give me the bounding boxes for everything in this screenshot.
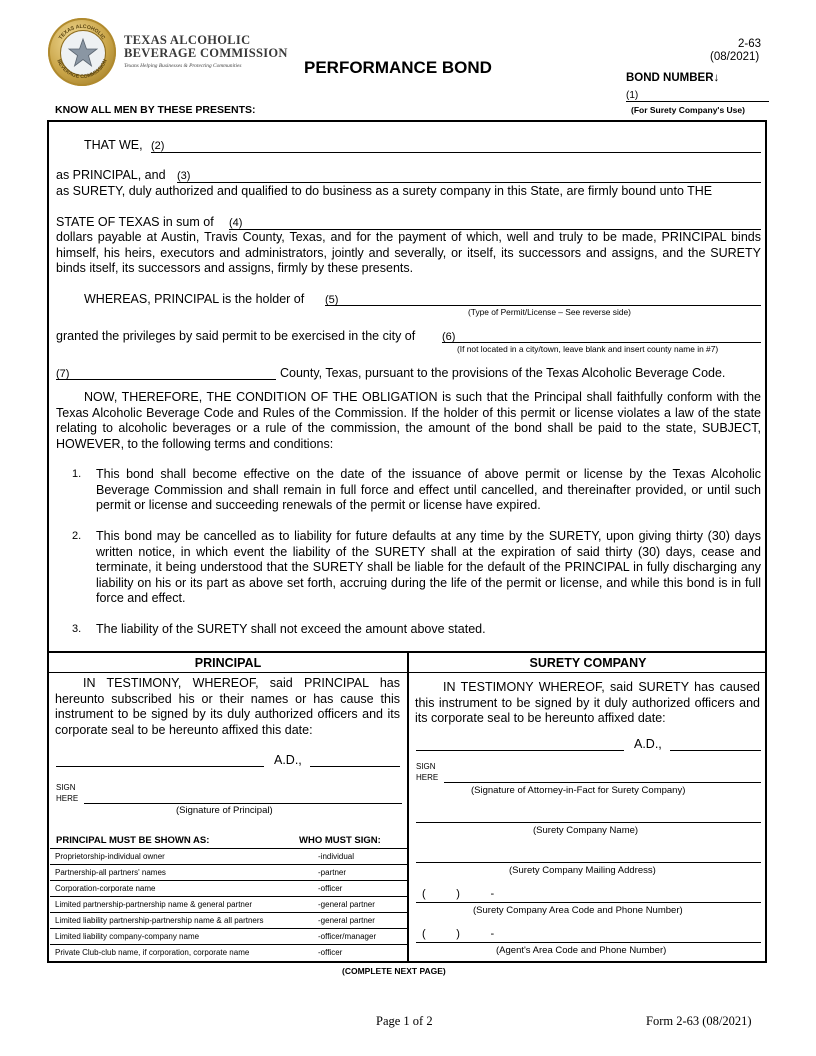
svg-text:BEVERAGE COMMISSION: BEVERAGE COMMISSION	[55, 58, 109, 81]
surety-address-caption: (Surety Company Mailing Address)	[509, 865, 656, 876]
surety-phone-caption: (Surety Company Area Code and Phone Number)	[473, 905, 683, 916]
form-date: (08/2021)	[710, 51, 760, 63]
agent-phone-input[interactable]	[416, 942, 761, 943]
principal-ad-label: A.D.,	[274, 753, 302, 767]
field-3-label: (3)	[177, 170, 191, 182]
principal-shown-heading: PRINCIPAL MUST BE SHOWN AS:	[56, 835, 210, 846]
surety-use-note: (For Surety Company's Use)	[631, 105, 745, 115]
county-input[interactable]	[56, 379, 276, 380]
attorney-signature-input[interactable]	[444, 782, 761, 783]
svg-text:TEXAS ALCOHOLIC: TEXAS ALCOHOLIC	[57, 23, 107, 41]
term-text: The liability of the SURETY shall not exceed the amount above stated.	[96, 622, 486, 636]
table-row: Proprietorship-individual owner -individual	[50, 848, 407, 864]
surety-ad-label: A.D.,	[634, 737, 662, 751]
surety-company-name-input[interactable]	[416, 822, 761, 823]
complete-next-page-note: (COMPLETE NEXT PAGE)	[342, 966, 446, 976]
table-row: Limited partnership-partnership name & general partner -general partner	[50, 896, 407, 912]
county-text: County, Texas, pursuant to the provisions of the Texas Alcoholic Beverage Code.	[280, 366, 726, 380]
principal-here-label: HERE	[56, 794, 79, 803]
permit-type-input[interactable]	[325, 305, 761, 306]
agency-tagline: Texans Helping Businesses & Protecting Communities	[124, 63, 242, 69]
surety-date-input[interactable]	[416, 750, 624, 751]
header-divider	[47, 672, 767, 673]
as-principal-label: as PRINCIPAL, and	[56, 168, 166, 182]
principal-signature-caption: (Signature of Principal)	[176, 805, 273, 816]
term-number: 3.	[72, 623, 82, 635]
field-5-label: (5)	[325, 294, 339, 306]
attorney-signature-caption: (Signature of Attorney-in-Fact for Surety Company)	[471, 785, 686, 796]
agent-phone-caption: (Agent's Area Code and Phone Number)	[496, 945, 667, 956]
table-row: Private Club-club name, if corporation, corporate name -officer	[50, 944, 407, 962]
surety-phone-input[interactable]	[416, 902, 761, 903]
know-all-heading: KNOW ALL MEN BY THESE PRESENTS:	[55, 104, 256, 116]
page-number: Page 1 of 2	[376, 1014, 433, 1028]
surety-company-name-caption: (Surety Company Name)	[533, 825, 639, 836]
surety-here-label: HERE	[416, 773, 439, 782]
surety-address-input[interactable]	[416, 862, 761, 863]
agent-phone-stub: ( ) -	[422, 928, 495, 940]
form-footer-id: Form 2-63 (08/2021)	[646, 1014, 752, 1028]
who-must-sign-heading: WHO MUST SIGN:	[299, 835, 381, 846]
principal-signature-input[interactable]	[84, 803, 402, 804]
bond-number-label: BOND NUMBER↓	[626, 72, 720, 84]
term-number: 2.	[72, 530, 82, 542]
table-row: Corporation-corporate name -officer	[50, 880, 407, 896]
seal-ring-text	[48, 18, 116, 86]
principal-sign-label: SIGN	[56, 783, 76, 792]
agency-seal-logo	[48, 18, 116, 86]
state-of-texas-label: STATE OF TEXAS in sum of	[56, 215, 214, 229]
principal-header: PRINCIPAL	[194, 656, 262, 670]
surety-testimony: IN TESTIMONY WHEREOF, said SURETY has caused this instrument to be signed by it duly authorized officers and its corporate seal to be hereunto affixed date:	[415, 680, 760, 725]
surety-phone-stub: ( ) -	[422, 888, 495, 900]
surety-name-input[interactable]	[177, 182, 761, 183]
principal-testimony: IN TESTIMONY, WHEREOF, said PRINCIPAL has hereunto subscribed his or their names or has cause this instrument to be signed by its duly authorized officers and its corporate seal to be hereunto affixed this date:	[55, 676, 400, 737]
field-2-label: (2)	[151, 140, 165, 152]
form-number: 2-63	[738, 38, 762, 50]
bond-number-input-line[interactable]	[626, 101, 769, 102]
dollars-paragraph: dollars payable at Austin, Travis County, Texas, and for the payment of which, well and truly to be made, PRINCIPAL binds himself, his heirs, executors and administrators, jointly and severally, or itself, its successors and assigns, and the SURETY binds itself, its successors and assigns, firmly by these presents.	[56, 230, 761, 275]
surety-sign-label: SIGN	[416, 762, 436, 771]
term-number: 1.	[72, 468, 82, 480]
condition-paragraph: NOW, THEREFORE, THE CONDITION OF THE OBLIGATION is such that the Principal shall faithfully conform with the Texas Alcoholic Beverage Code and Rules of the Commission. If the holder of this permit or license violates a law of the state relating to alcoholic beverages or a rule of the commission, the amount of the bond shall be paid to the state, SUBJECT, HOWEVER, to the following terms and conditions:	[56, 390, 761, 451]
principal-year-input[interactable]	[310, 766, 400, 767]
table-row: Partnership-all partners' names -partner	[50, 864, 407, 880]
column-divider	[407, 651, 409, 963]
whereas-label: WHEREAS, PRINCIPAL is the holder of	[84, 292, 305, 306]
city-input[interactable]	[442, 342, 761, 343]
table-row: Limited liability partnership-partnership name & all partners -general partner	[50, 912, 407, 928]
surety-year-input[interactable]	[670, 750, 761, 751]
field-6-note: (If not located in a city/town, leave blank and insert county name in #7)	[457, 344, 719, 354]
field-5-note: (Type of Permit/License – See reverse side)	[468, 307, 631, 317]
as-surety-text: as SURETY, duly authorized and qualified to do business as a surety company in this State, are firmly bound unto THE	[56, 184, 713, 198]
field-4-label: (4)	[229, 217, 243, 229]
granted-label: granted the privileges by said permit to be exercised in the city of	[56, 329, 416, 343]
surety-header: SURETY COMPANY	[529, 656, 647, 670]
bond-number-field-label: (1)	[626, 90, 639, 101]
that-we-label: THAT WE,	[84, 138, 143, 152]
principal-name-input[interactable]	[151, 152, 761, 153]
agency-name: TEXAS ALCOHOLIC BEVERAGE COMMISSION	[124, 33, 288, 60]
term-text: This bond may be cancelled as to liability for future defaults at any time by the SURETY, upon giving thirty (30) days written notice, in which event the liability of the SURETY shall at the expiration of said thirty (30) days, cease and terminate, it being understood that the SURETY shall be liable for the default of the PRINCIPAL in fully discharging any liability on his or its part as above set forth, accruing during the life of the permit or license, and while this bond is in full force and effect.	[96, 529, 761, 605]
term-text: This bond shall become effective on the date of the issuance of above permit or license by the Texas Alcoholic Beverage Commission and shall remain in full force and effect until cancelled, and thereinafter provided, or until such permit or license and succeeding renewals of the permit or license have expired.	[96, 467, 761, 512]
field-6-label: (6)	[442, 331, 456, 343]
field-7-label: (7)	[56, 368, 70, 380]
table-row: Limited liability company-company name -officer/manager	[50, 928, 407, 944]
page-title: PERFORMANCE BOND	[304, 58, 492, 77]
principal-date-input[interactable]	[56, 766, 264, 767]
